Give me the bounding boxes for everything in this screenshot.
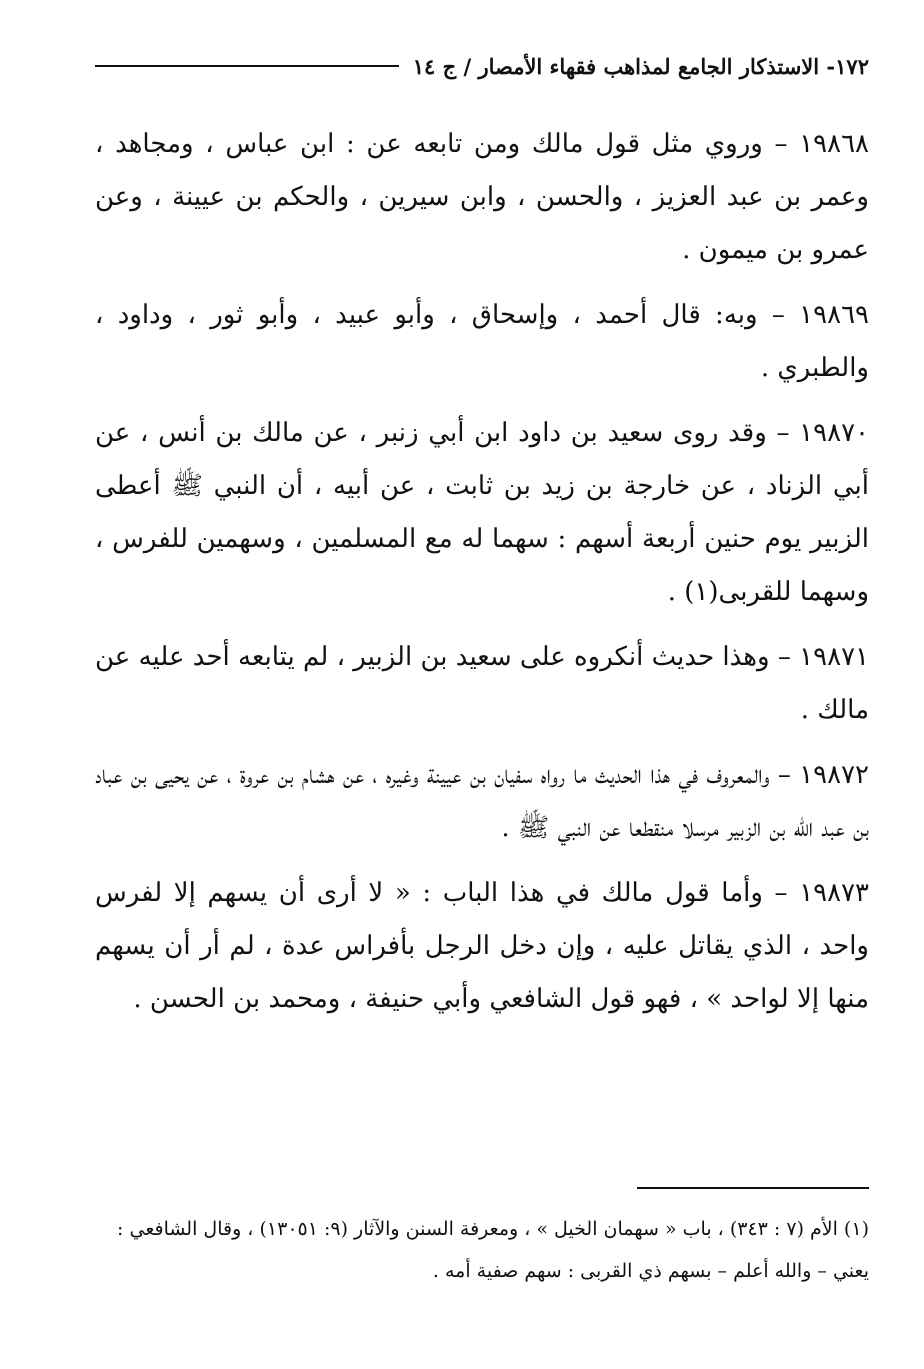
paragraph-number: ١٩٨٧٢ [799,760,870,790]
paragraph [95,867,869,1026]
paragraph [95,631,869,737]
paragraph-number: ١٩٨٦٩ [799,300,869,330]
header-title: ١٧٢- الاستذكار الجامع لمذاهب فقهاء الأمصار / ج ١٤ [412,53,869,79]
main-text [95,118,869,1038]
footnote-divider [637,1187,869,1189]
paragraph-number: ١٩٨٧١ [799,642,869,672]
footnotes [95,1208,869,1292]
paragraph-number: ١٩٨٦٨ [799,129,870,159]
paragraph-text: – وأما قول مالك في هذا الباب : « لا أرى أن يسهم إلا لفرس واحد ، الذي يقاتل عليه ، وإن دخل الرجل بأفراس عدة ، لم أر أن يسهم منها إلا لواحد » ، فهو قول الشافعي وأبي حنيفة ، ومحمد بن الحسن . [95,878,869,1014]
paragraph-text: – وروي مثل قول مالك ومن تابعه عن : ابن عباس ، ومجاهد ، وعمر بن عبد العزيز ، والحسن ، وابن سيرين ، والحكم بن عيينة ، وعن عمرو بن ميمون . [95,129,869,265]
paragraph [95,407,869,619]
header-rule [95,65,399,67]
footnote-line: يعني – والله أعلم – بسهم ذي القربى : سهم صفية أمه . [432,1260,869,1282]
paragraph [95,118,869,277]
running-header [95,46,869,86]
footnote-line: (١) الأم (٧ : ٣٤٣) ، باب « سهمان الخيل » ، ومعرفة السنن والآثار (٩: ١٣٠٥١) ، وقال الشافعي : [117,1218,869,1240]
paragraph-number: ١٩٨٧٠ [799,418,869,448]
paragraph [95,289,869,395]
paragraph-text: – وبه: قال أحمد ، وإسحاق ، وأبو عبيد ، وأبو ثور ، وداود ، والطبري . [95,300,869,383]
paragraph-text: – وقد روى سعيد بن داود ابن أبي زنبر ، عن مالك بن أنس ، عن أبي الزناد ، عن خارجة بن زيد بن ثابت ، عن أبيه ، أن النبي ﷺ أعطى الزبير يوم حنين أربعة أسهم : سهما له مع المسلمين ، وسهمين للفرس ، وسهما للقربى(١) . [95,418,869,607]
paragraph [95,749,869,855]
paragraph-text: – وهذا حديث أنكروه على سعيد بن الزبير ، لم يتابعه أحد عليه عن مالك . [95,642,869,725]
paragraph-text: – والمعروف في هذا الحديث ما رواه سفيان بن عيينة وغيره ، عن هشام بن عروة ، عن يحيى بن عباد بن عبد الله بن الزبير مرسلا منقطعا عن النبي ﷺ . [95,760,869,843]
paragraph-number: ١٩٨٧٣ [799,878,870,908]
